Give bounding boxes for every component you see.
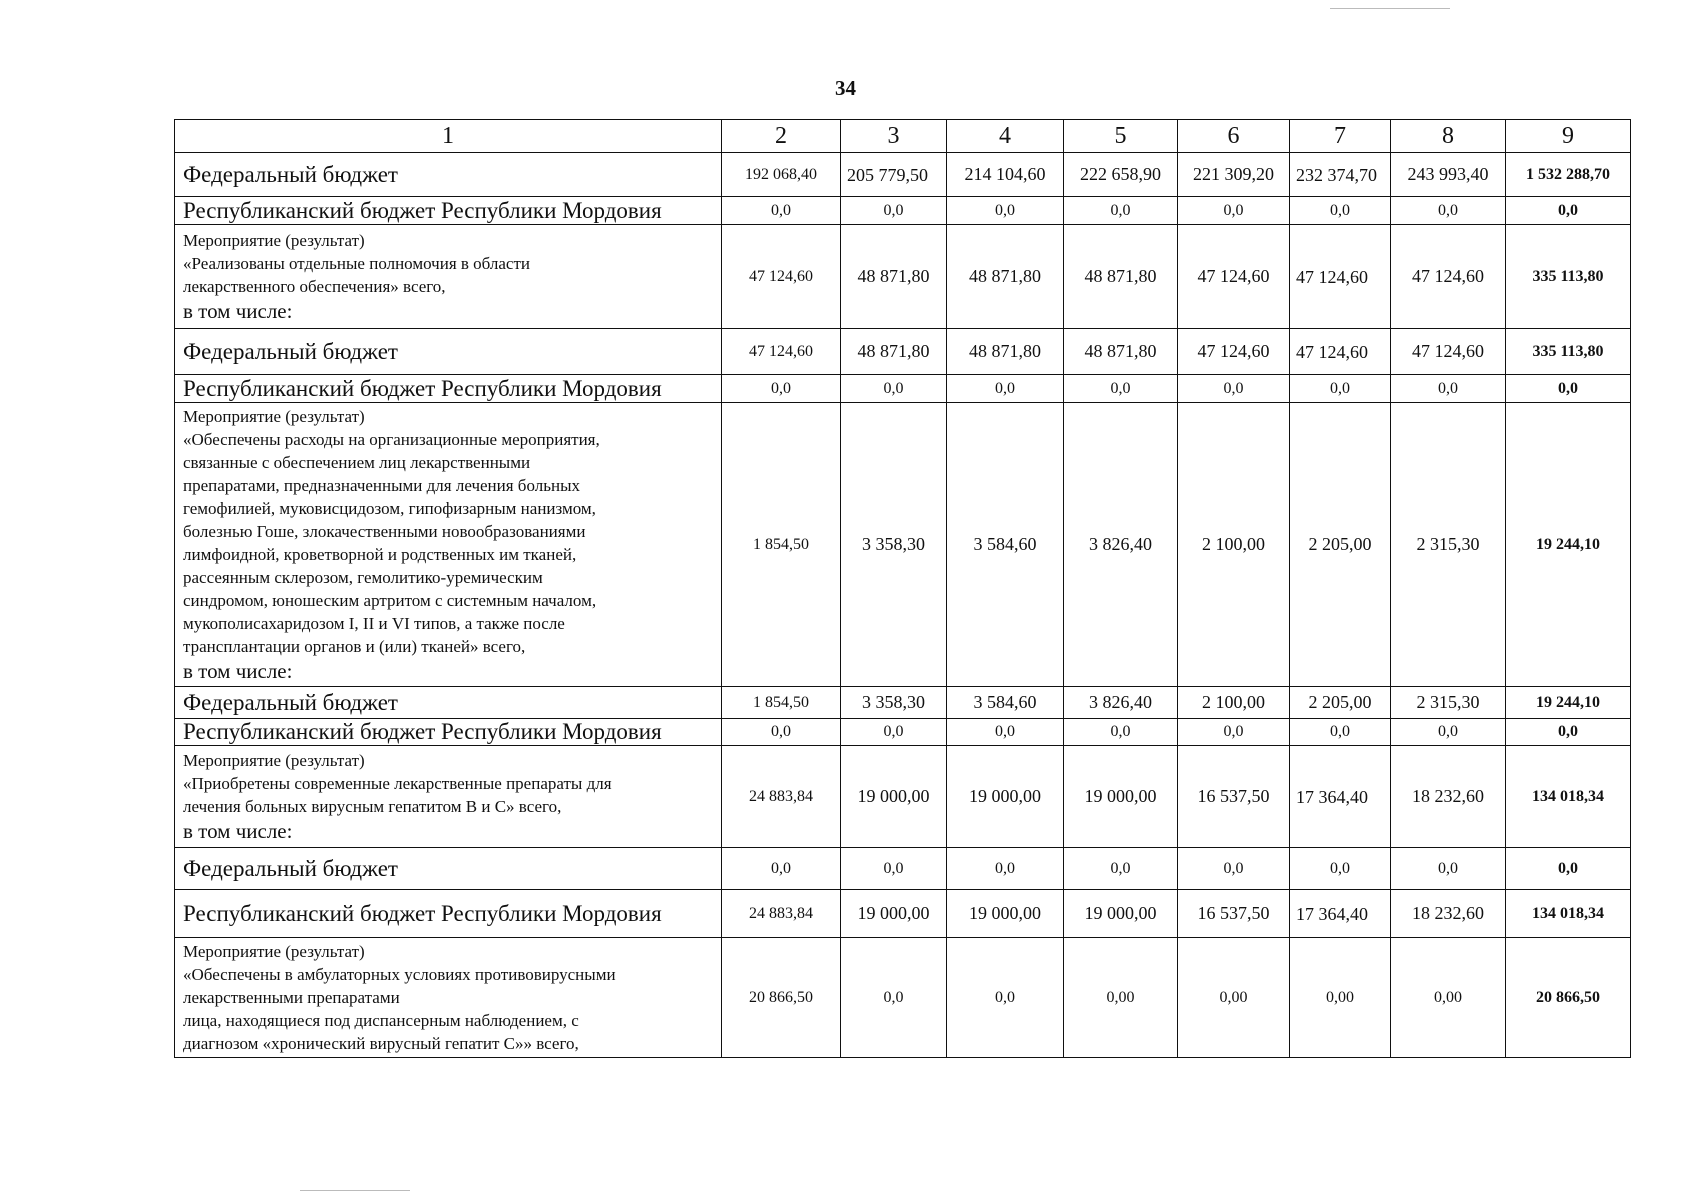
value-cell: 16 537,50 xyxy=(1178,746,1290,848)
value-cell: 19 000,00 xyxy=(947,746,1064,848)
budget-table xyxy=(174,119,1631,1058)
table-row xyxy=(175,153,1631,197)
table-row xyxy=(175,197,1631,225)
total-cell: 19 244,10 xyxy=(1506,687,1631,719)
row-label: Федеральный бюджет xyxy=(175,848,722,890)
value-cell: 0,0 xyxy=(1064,848,1178,890)
value-cell: 47 124,60 xyxy=(1290,329,1391,375)
value-cell: 205 779,50 xyxy=(841,153,947,197)
column-number: 4 xyxy=(947,120,1064,153)
column-number: 8 xyxy=(1391,120,1506,153)
value-cell: 0,0 xyxy=(1290,375,1391,403)
value-cell: 47 124,60 xyxy=(1391,225,1506,329)
table-row xyxy=(175,329,1631,375)
value-cell: 18 232,60 xyxy=(1391,746,1506,848)
value-cell: 0,0 xyxy=(1290,197,1391,225)
value-cell: 0,0 xyxy=(1178,375,1290,403)
table-row xyxy=(175,225,1631,329)
column-number-row xyxy=(175,120,1631,153)
total-cell: 335 113,80 xyxy=(1506,225,1631,329)
row-label: Мероприятие (результат) «Реализованы отдельные полномочия в области лекарственного обеспечения» всего, в том числе: xyxy=(175,225,722,329)
value-cell: 48 871,80 xyxy=(841,225,947,329)
value-cell: 0,0 xyxy=(947,938,1064,1058)
value-cell: 0,0 xyxy=(1391,375,1506,403)
column-number: 6 xyxy=(1178,120,1290,153)
table-row xyxy=(175,687,1631,719)
value-cell: 0,0 xyxy=(1290,719,1391,746)
value-cell: 0,0 xyxy=(841,197,947,225)
value-cell: 0,0 xyxy=(722,375,841,403)
value-cell: 0,0 xyxy=(1064,197,1178,225)
value-cell: 19 000,00 xyxy=(841,746,947,848)
row-label: Мероприятие (результат) «Приобретены современные лекарственные препараты для лечения больных вирусным гепатитом В и С» всего, в том числе: xyxy=(175,746,722,848)
total-cell: 134 018,34 xyxy=(1506,746,1631,848)
value-cell: 0,0 xyxy=(722,719,841,746)
value-cell: 20 866,50 xyxy=(722,938,841,1058)
value-cell: 2 205,00 xyxy=(1290,403,1391,687)
value-cell: 47 124,60 xyxy=(1178,225,1290,329)
total-cell: 0,0 xyxy=(1506,197,1631,225)
table-row xyxy=(175,890,1631,938)
value-cell: 2 100,00 xyxy=(1178,403,1290,687)
value-cell: 0,0 xyxy=(1290,848,1391,890)
value-cell: 0,00 xyxy=(1178,938,1290,1058)
row-label: Федеральный бюджет xyxy=(175,329,722,375)
value-cell: 17 364,40 xyxy=(1290,890,1391,938)
value-cell: 3 826,40 xyxy=(1064,687,1178,719)
column-number: 7 xyxy=(1290,120,1391,153)
value-cell: 243 993,40 xyxy=(1391,153,1506,197)
value-cell: 3 826,40 xyxy=(1064,403,1178,687)
value-cell: 19 000,00 xyxy=(1064,746,1178,848)
value-cell: 0,0 xyxy=(1391,197,1506,225)
page-number: 34 xyxy=(835,76,856,100)
row-label: Республиканский бюджет Республики Мордовия xyxy=(175,197,722,225)
value-cell: 0,0 xyxy=(947,848,1064,890)
value-cell: 214 104,60 xyxy=(947,153,1064,197)
value-cell: 222 658,90 xyxy=(1064,153,1178,197)
value-cell: 0,0 xyxy=(1178,719,1290,746)
value-cell: 1 854,50 xyxy=(722,687,841,719)
total-cell: 0,0 xyxy=(1506,375,1631,403)
value-cell: 24 883,84 xyxy=(722,746,841,848)
column-number: 2 xyxy=(722,120,841,153)
total-cell: 335 113,80 xyxy=(1506,329,1631,375)
value-cell: 2 315,30 xyxy=(1391,687,1506,719)
value-cell: 0,0 xyxy=(841,848,947,890)
value-cell: 48 871,80 xyxy=(947,329,1064,375)
column-number: 3 xyxy=(841,120,947,153)
value-cell: 0,0 xyxy=(947,197,1064,225)
row-label: Мероприятие (результат) «Обеспечены в амбулаторных условиях противовирусными лекарственными препаратами лица, находящиеся под диспансерным наблюдением, с диагнозом «хронический вирусный гепатит С»» всего, xyxy=(175,938,722,1058)
scan-artifact xyxy=(1330,8,1450,9)
total-cell: 20 866,50 xyxy=(1506,938,1631,1058)
value-cell: 47 124,60 xyxy=(722,329,841,375)
row-label: Республиканский бюджет Республики Мордовия xyxy=(175,375,722,403)
value-cell: 0,00 xyxy=(1290,938,1391,1058)
value-cell: 0,0 xyxy=(841,719,947,746)
value-cell: 47 124,60 xyxy=(722,225,841,329)
value-cell: 2 205,00 xyxy=(1290,687,1391,719)
value-cell: 0,0 xyxy=(841,375,947,403)
value-cell: 0,00 xyxy=(1064,938,1178,1058)
value-cell: 47 124,60 xyxy=(1178,329,1290,375)
column-number: 5 xyxy=(1064,120,1178,153)
value-cell: 0,0 xyxy=(722,197,841,225)
value-cell: 192 068,40 xyxy=(722,153,841,197)
value-cell: 3 584,60 xyxy=(947,687,1064,719)
value-cell: 19 000,00 xyxy=(947,890,1064,938)
row-label: Мероприятие (результат) «Обеспечены расходы на организационные мероприятия, связанные с обеспечением лиц лекарственными препаратами, предназначенными для лечения больных гемофилией, муковисцидозом, гипофизарным нанизмом, болезнью Гоше, злокачественными новообразованиями лимфоидной, кроветворной и родственных им тканей, рассеянным склерозом, гемолитико-уремическим синдромом, юношеским артритом с системным началом, мукополисахаридозом I, II и VI типов, а также после трансплантации органов и (или) тканей» всего, в том числе: xyxy=(175,403,722,687)
row-label: Федеральный бюджет xyxy=(175,687,722,719)
row-label: Республиканский бюджет Республики Мордовия xyxy=(175,890,722,938)
value-cell: 0,00 xyxy=(1391,938,1506,1058)
total-cell: 134 018,34 xyxy=(1506,890,1631,938)
value-cell: 0,0 xyxy=(841,938,947,1058)
total-cell: 0,0 xyxy=(1506,719,1631,746)
table-row xyxy=(175,746,1631,848)
value-cell: 0,0 xyxy=(1178,848,1290,890)
value-cell: 2 315,30 xyxy=(1391,403,1506,687)
table-row xyxy=(175,403,1631,687)
value-cell: 0,0 xyxy=(1178,197,1290,225)
total-cell: 0,0 xyxy=(1506,848,1631,890)
value-cell: 48 871,80 xyxy=(1064,329,1178,375)
row-label: Республиканский бюджет Республики Мордовия xyxy=(175,719,722,746)
value-cell: 48 871,80 xyxy=(841,329,947,375)
total-cell: 1 532 288,70 xyxy=(1506,153,1631,197)
value-cell: 48 871,80 xyxy=(947,225,1064,329)
column-number: 9 xyxy=(1506,120,1631,153)
row-label: Федеральный бюджет xyxy=(175,153,722,197)
value-cell: 47 124,60 xyxy=(1290,225,1391,329)
table-row xyxy=(175,938,1631,1058)
value-cell: 3 358,30 xyxy=(841,687,947,719)
value-cell: 3 358,30 xyxy=(841,403,947,687)
value-cell: 3 584,60 xyxy=(947,403,1064,687)
value-cell: 18 232,60 xyxy=(1391,890,1506,938)
value-cell: 2 100,00 xyxy=(1178,687,1290,719)
value-cell: 19 000,00 xyxy=(1064,890,1178,938)
table-row xyxy=(175,375,1631,403)
scan-artifact xyxy=(300,1190,410,1191)
value-cell: 16 537,50 xyxy=(1178,890,1290,938)
value-cell: 47 124,60 xyxy=(1391,329,1506,375)
value-cell: 0,0 xyxy=(1064,719,1178,746)
table-row xyxy=(175,848,1631,890)
value-cell: 48 871,80 xyxy=(1064,225,1178,329)
column-number: 1 xyxy=(175,120,722,153)
value-cell: 0,0 xyxy=(947,719,1064,746)
value-cell: 17 364,40 xyxy=(1290,746,1391,848)
value-cell: 0,0 xyxy=(1391,719,1506,746)
value-cell: 0,0 xyxy=(722,848,841,890)
table-row xyxy=(175,719,1631,746)
value-cell: 221 309,20 xyxy=(1178,153,1290,197)
value-cell: 1 854,50 xyxy=(722,403,841,687)
value-cell: 0,0 xyxy=(947,375,1064,403)
value-cell: 19 000,00 xyxy=(841,890,947,938)
value-cell: 0,0 xyxy=(1391,848,1506,890)
value-cell: 24 883,84 xyxy=(722,890,841,938)
value-cell: 0,0 xyxy=(1064,375,1178,403)
value-cell: 232 374,70 xyxy=(1290,153,1391,197)
total-cell: 19 244,10 xyxy=(1506,403,1631,687)
